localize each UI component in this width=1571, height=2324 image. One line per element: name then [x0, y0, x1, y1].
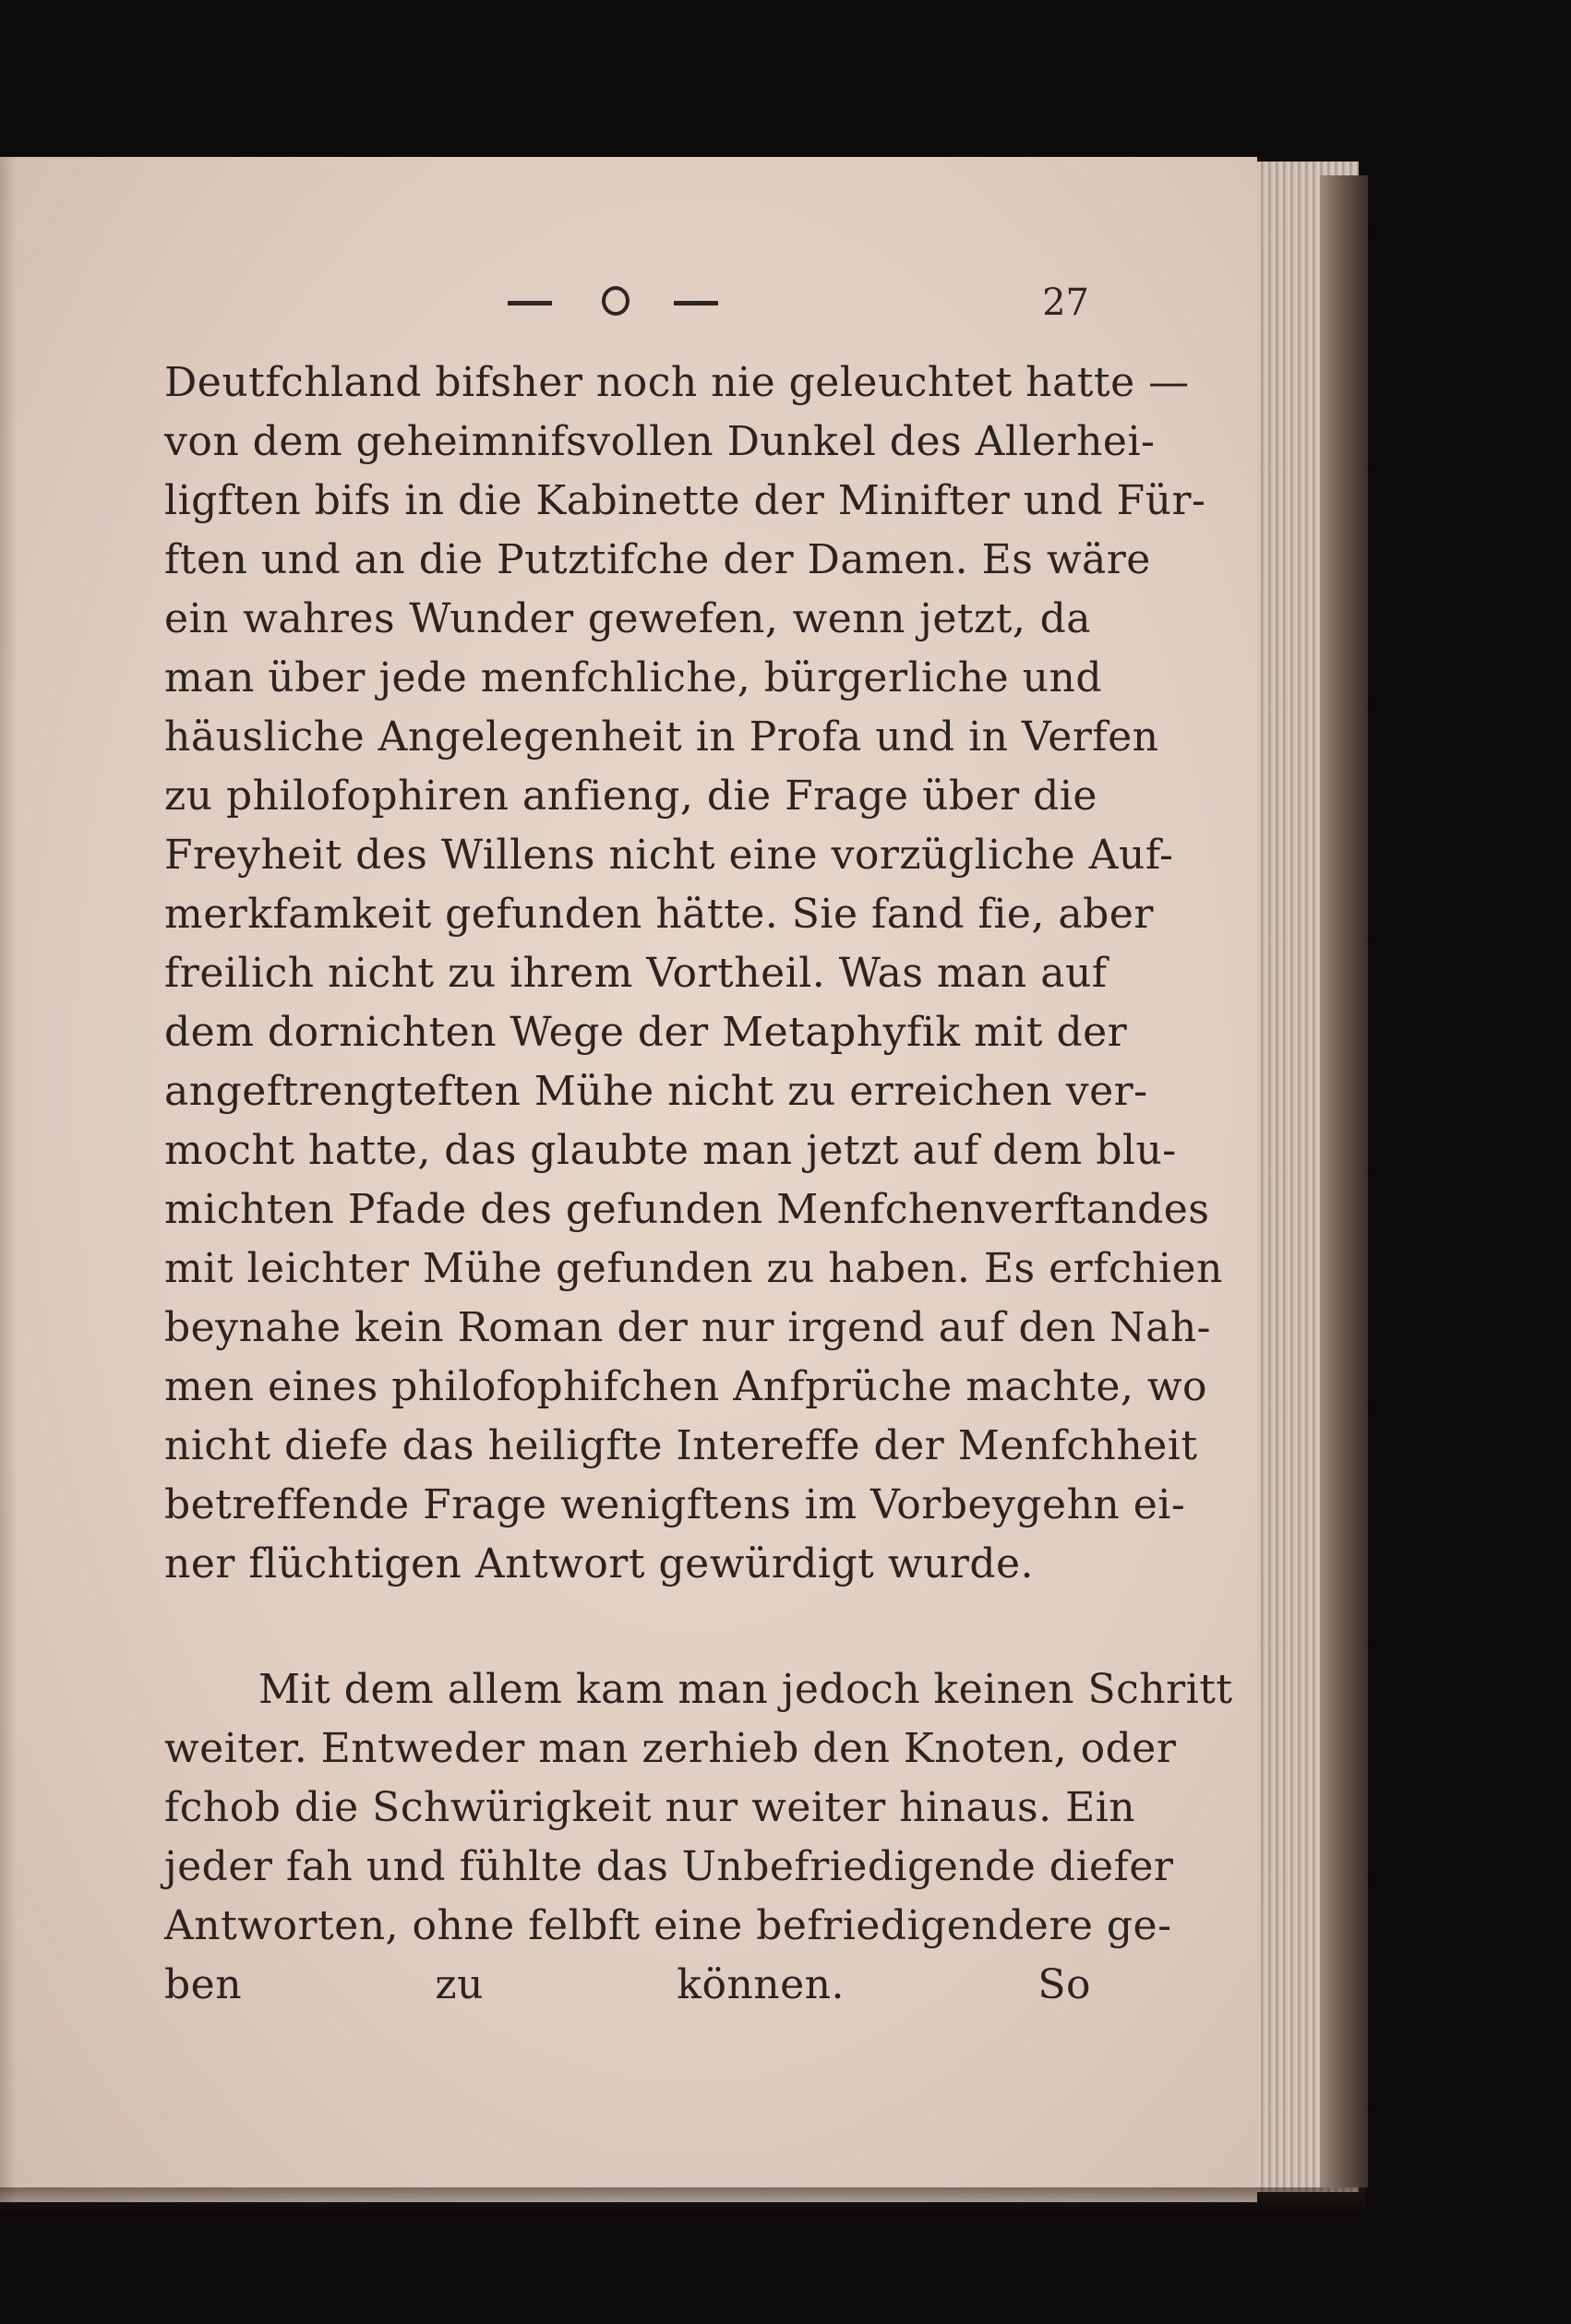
text-line: jeder fah und fühlte das Unbefriedigende diefer	[164, 1843, 1174, 1890]
paragraph-2	[164, 1660, 1233, 2015]
text-line: Freyheit des Willens nicht eine vorzügliche Auf-	[164, 832, 1174, 879]
text-line: merkfamkeit gefunden hätte. Sie fand fie, aber	[164, 891, 1154, 938]
paragraph-gap	[164, 1594, 1091, 1660]
page-number: 27	[1042, 282, 1089, 324]
text-line: man über jede menfchliche, bürgerliche und	[164, 654, 1102, 701]
text-line: Deutfchland bifsher noch nie geleuchtet hatte —	[164, 359, 1190, 406]
text-line: mit leichter Mühe gefunden zu haben. Es erfchien	[164, 1245, 1223, 1292]
text-line: Antworten, ohne felbft eine befriedigendere ge-	[164, 1902, 1172, 1949]
text-line: fchob die Schwürigkeit nur weiter hinaus. Ein	[164, 1784, 1136, 1831]
text-line: häusliche Angelegenheit in Profa und in Verfen	[164, 713, 1159, 761]
text-line: ein wahres Wunder gewefen, wenn jetzt, da	[164, 595, 1091, 642]
text-line: ner flüchtigen Antwort gewürdigt wurde.	[164, 1540, 1035, 1587]
text-line: nicht diefe das heiligfte Intereffe der Menfchheit	[164, 1422, 1198, 1469]
gutter-shadow	[0, 157, 17, 2202]
text-line: betreffende Frage wenigftens im Vorbeygehn ei-	[164, 1481, 1186, 1528]
header-ornament-circle	[602, 286, 630, 316]
text-line: ften und an die Putztifche der Damen. Es wäre	[164, 536, 1151, 583]
text-line: zu philofophiren anfieng, die Frage über die	[164, 773, 1097, 820]
text-line: dem dornichten Wege der Metaphyfik mit der	[164, 1009, 1128, 1056]
running-header	[498, 275, 1098, 330]
text-line: men eines philofophifchen Anfprüche machte, wo	[164, 1363, 1207, 1410]
text-line: beynahe kein Roman der nur irgend auf den Nah-	[164, 1304, 1212, 1351]
text-line: freilich nicht zu ihrem Vortheil. Was man auf	[164, 950, 1108, 997]
header-ornament-dash-right	[674, 301, 718, 305]
body-text	[164, 353, 1233, 2015]
bottom-shadow	[0, 2187, 1366, 2215]
text-line: ben zu können. So	[164, 1961, 1091, 2008]
header-ornament-dash-left	[508, 301, 552, 305]
text-line: angeftrengteften Mühe nicht zu erreichen ver-	[164, 1068, 1148, 1115]
text-line: michten Pfade des gefunden Menfchenverftandes	[164, 1186, 1210, 1233]
text-line: von dem geheimnifsvollen Dunkel des Allerhei-	[164, 418, 1156, 465]
text-line: Mit dem allem kam man jedoch keinen Schritt	[258, 1666, 1233, 1713]
book-spine	[1320, 175, 1368, 2187]
paragraph-1	[164, 353, 1223, 1594]
text-line: ligften bifs in die Kabinette der Minifter und Für-	[164, 477, 1206, 524]
text-line: mocht hatte, das glaubte man jetzt auf dem blu-	[164, 1127, 1177, 1174]
text-line: weiter. Entweder man zerhieb den Knoten, oder	[164, 1725, 1177, 1772]
